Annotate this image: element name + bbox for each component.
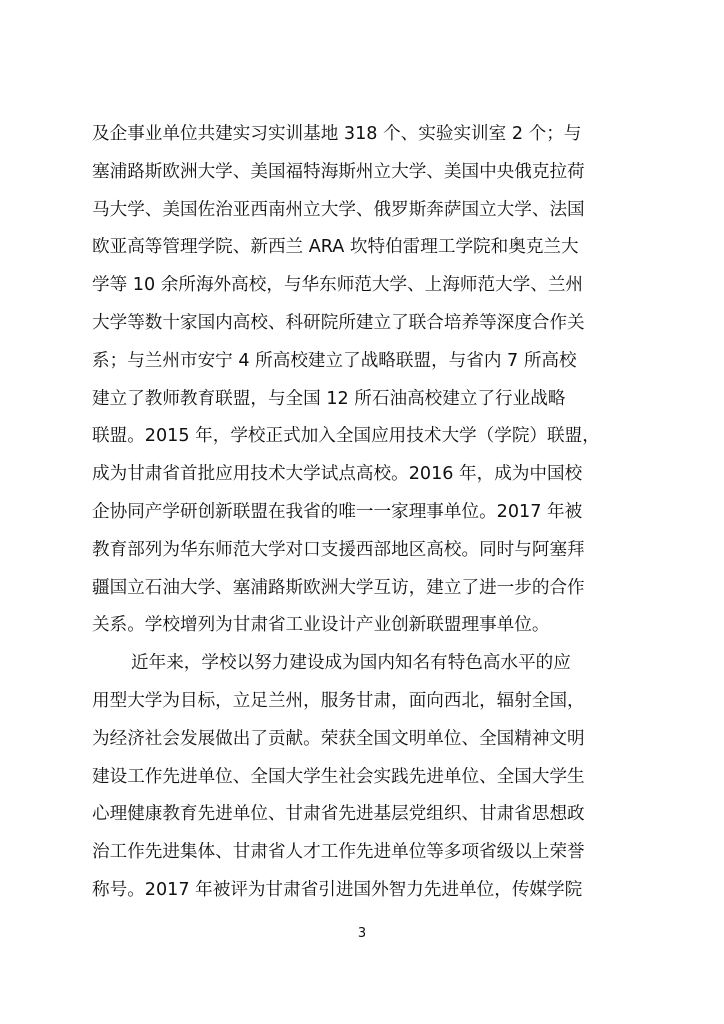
page-number: 3 [357, 926, 367, 941]
text-line: 关系。学校增列为甘肃省工业设计产业创新联盟理事单位。 [92, 615, 550, 636]
text-line: 及企事业单位共建实习实训基地 318 个、实验实训室 2 个；与 [92, 124, 582, 144]
text-line: 教育部列为华东师范大学对口支援西部地区高校。同时与阿塞拜 [92, 539, 585, 560]
text-line: 欧亚高等管理学院、新西兰 ARA 坎特伯雷理工学院和奥克兰大 [92, 237, 579, 258]
text-line: 称号。2017 年被评为甘肃省引进国外智力先进单位，传媒学院 [92, 879, 583, 900]
text-line: 成为甘肃省首批应用技术大学试点高校。2016 年，成为中国校 [92, 464, 583, 485]
text-line: 心理健康教育先进单位、甘肃省先进基层党组织、甘肃省思想政 [92, 804, 585, 825]
text-line: 塞浦路斯欧洲大学、美国福特海斯州立大学、美国中央俄克拉荷 [92, 161, 585, 182]
paragraph-start-line: 近年来，学校以努力建设成为国内知名有特色高水平的应 [131, 653, 571, 674]
text-line: 治工作先进集体、甘肃省人才工作先进单位等多项省级以上荣誉 [92, 842, 585, 863]
text-line: 马大学、美国佐治亚西南州立大学、俄罗斯奔萨国立大学、法国 [92, 199, 585, 220]
text-line: 为经济社会发展做出了贡献。荣获全国文明单位、全国精神文明 [92, 728, 585, 749]
text-line: 疆国立石油大学、塞浦路斯欧洲大学互访，建立了进一步的合作 [92, 577, 585, 598]
text-line: 系；与兰州市安宁 4 所高校建立了战略联盟，与省内 7 所高校 [92, 350, 577, 371]
text-line: 建立了教师教育联盟，与全国 12 所石油高校建立了行业战略 [92, 388, 566, 409]
text-line: 大学等数十家国内高校、科研院所建立了联合培养等深度合作关 [92, 312, 585, 333]
text-line: 学等 10 余所海外高校，与华东师范大学、上海师范大学、兰州 [92, 275, 584, 296]
body-text [92, 116, 652, 910]
text-line: 建设工作先进单位、全国大学生社会实践先进单位、全国大学生 [92, 766, 585, 787]
text-line: 用型大学为目标，立足兰州，服务甘肃，面向西北，辐射全国， [92, 690, 585, 711]
text-line: 企协同产学研创新联盟在我省的唯一一家理事单位。2017 年被 [92, 501, 583, 522]
text-line: 联盟。2015 年，学校正式加入全国应用技术大学（学院）联盟， [92, 426, 600, 447]
